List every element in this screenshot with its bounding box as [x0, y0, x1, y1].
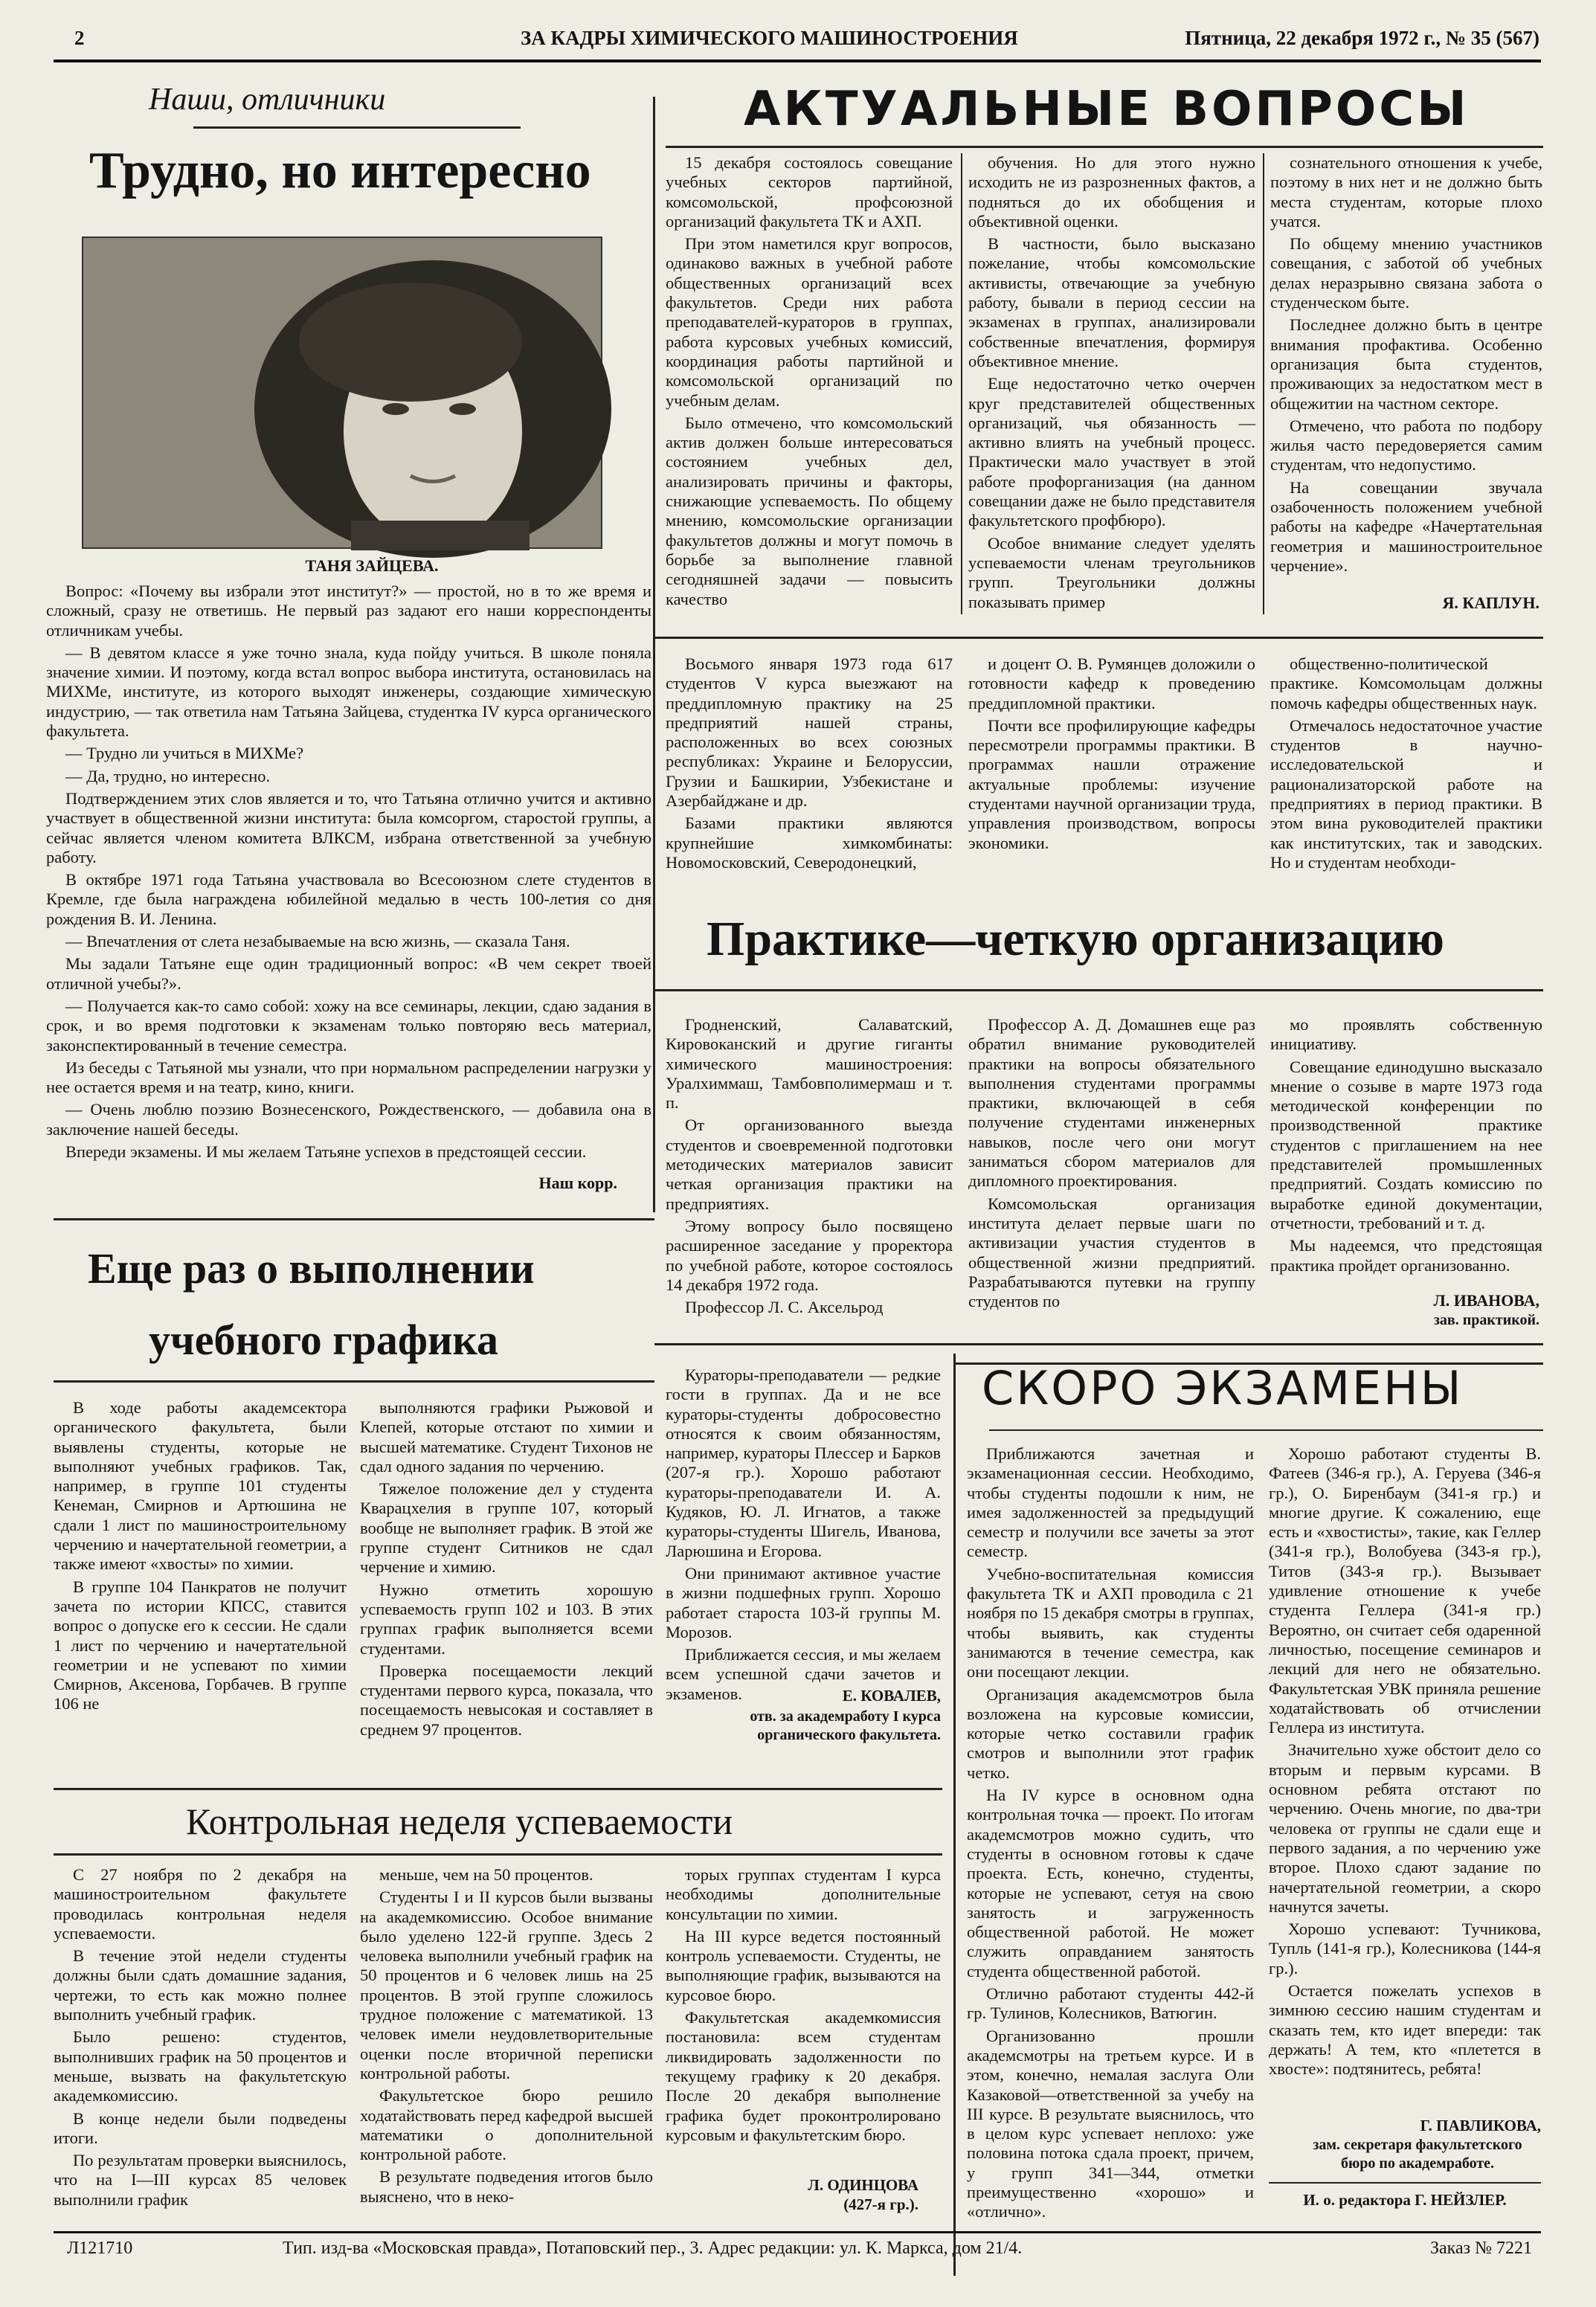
paragraph: Мы задали Татьяне еще один традиционный вопрос: «В чем секрет твоей отличной учебы?». — [46, 954, 651, 993]
paragraph: В конце недели были подведены итоги. — [54, 2108, 347, 2147]
paragraph: Хорошо успевают: Тучникова, Тупль (141-я гр.), Колесникова (144-я гр.). — [1269, 1920, 1541, 1978]
ekzameny-col2 — [1269, 1444, 1541, 2114]
kontrol-col3 — [666, 1865, 941, 2170]
paragraph: По результатам проверки выяснилось, что на I—III курсах 85 человек выполнили график — [54, 2151, 347, 2209]
paragraph: мо проявлять собственную инициативу. — [1270, 1015, 1542, 1054]
paragraph: Организованно прошли академсмотры на третьем курсе. И в этом, конечно, немалая заслуга Оли Казаковой—ответственной за учебу на III курсе. В результате выяснилось, что в целом курс успевает неплохо: уже половина потока сдала проект, причем, у групп 341—344, отметки преимущественно «хорошо» и «отлично». — [967, 2026, 1254, 2221]
paragraph: Значительно хуже обстоит дело со вторым и первым курсами. В основном ребята отстают по черчению. Очень многие, по два-три человека от группы не сдали еще и первого задания, а по черчению уже второе. Плохо сдают задание по начертательной геометрии, а скоро начнутся зачеты. — [1269, 1740, 1541, 1916]
paragraph: Отлично работают студенты 442-й гр. Тулинов, Колесников, Ватюгин. — [967, 1984, 1254, 2023]
article-title: Практике—четкую организацию — [707, 912, 1444, 966]
paragraph: Совещание единодушно высказало мнение о созыве в марте 1973 года методической конференции по производственной практике студентов с приглашением на нее представителей промышленных предприятий. Создать комиссию по выработке единой документации, отчетности, требований и т. д. — [1270, 1057, 1542, 1232]
paragraph: общественно-политической практике. Комсомольцам должны помочь кафедры общественных наук. — [1270, 654, 1542, 712]
paragraph: В ходе работы академсектора органического факультета, были выявлены студенты, которые не выполняют учебных графиков. Так, например, в группе 101 студенты Кенеман, Смирнов и Артюшина не сдали 1 лист по машиностроительному черчению и начертательной геометрии, а также имеют «хвосты» по химии. — [54, 1398, 347, 1574]
editor-rule — [1269, 2182, 1541, 2184]
paragraph: Почти все профилирующие кафедры пересмотрели программы практики. В программах нашли отражение актуальные проблемы: изучение студентами научной организации труда, управления производством, вопросы экономики. — [968, 715, 1255, 852]
praktika-lead-col3 — [1270, 654, 1542, 878]
paragraph: Этому вопросу было посвящено расширенное заседание у проректора по учебной работе, которое состоялось 14 декабря 1972 года. — [666, 1216, 953, 1294]
paragraph: На IV курсе в основном одна контрольная точка — проект. По итогам академсмотров можно судить, что студенты в основном готовы к сдаче проекта. Есть, конечно, студенты, которые не успевают, сетуя на свою занятость и загруженность общественной работой. Не может служить оправданием занятость студента общественной работой. — [967, 1786, 1254, 1981]
article-title: Трудно, но интересно — [89, 142, 591, 199]
paragraph: Последнее должно быть в центре внимания профактива. Особенно организация быта студентов, проживающих за недостатком мест в общежитии на частном секторе. — [1270, 315, 1542, 413]
footer-code: Л121710 — [67, 2239, 133, 2258]
paragraph: Остается пожелать успехов в зимнюю сессию нашим студентам и сказать тем, кто идет впереди: так держать! А тем, кто «плетется в хвосте»: подтянитесь, ребята! — [1269, 1981, 1541, 2079]
paragraph: Проверка посещаемости лекций студентами первого курса, показала, что посещаемость невысокая и составляет в среднем 97 процентов. — [360, 1661, 653, 1739]
grafik-col2 — [360, 1398, 653, 1785]
paragraph: Нужно отметить хорошую успеваемость групп 102 и 103. В этих группах график выполняется всеми студентами. — [360, 1580, 653, 1658]
article-title-line1: Еще раз о выполнении — [88, 1244, 535, 1293]
paragraph: Факультетская академкомиссия постановила: всем студентам ликвидировать задолженности по текущему графику к 20 декабря. После 20 декабря выполнение графика будет проконтролировано курсовым и факультетским бюро. — [666, 2008, 941, 2144]
portrait-photo — [82, 237, 602, 549]
paragraph: В результате подведения итогов было выяснено, что в неко- — [360, 2167, 653, 2206]
footer-print: Тип. изд-ва «Московская правда», Потаповский пер., 3. Адрес редакции: ул. К. Маркса, дом 21/4. — [283, 2239, 1023, 2258]
praktika-col3 — [1270, 1015, 1542, 1298]
portrait-image — [83, 238, 601, 547]
grafik-col1 — [54, 1398, 347, 1785]
paragraph: На III курсе ведется постоянный контроль успеваемости. Студенты, не выполняющие график, вызываются на курсовое бюро. — [666, 1926, 941, 2004]
paragraph: Тяжелое положение дел у студента Кварацхелия в группе 107, который вообще не выполняет график. В этой же группе студент Ситников не сдал черчение и химию. — [360, 1479, 653, 1577]
paragraph: Кураторы-преподаватели — редкие гости в группах. Да и не все кураторы-студенты добросовестно относятся к своим обязанностям, например, кураторы Плессер и Барков (207-я гр.). Хорошо работают кураторы-преподаватели И. А. Кудяков, Ю. Л. Игнатов, а также кураторы-студенты Шигель, Иванова, Ларюшина и Егорова. — [666, 1365, 941, 1560]
paragraph: 15 декабря состоялось совещание учебных секторов партийной, комсомольской, профсоюзной организаций факультета ТК и АХП. — [666, 153, 953, 231]
paragraph: Профессор А. Д. Домашнев еще раз обратил внимание руководителей практики на вопросы обязательного выполнения студентами программы практики, включающей в себя получение студентами инженерных навыков, после чего они могут заниматься сбором материалов для дипломного проектирования. — [968, 1015, 1255, 1191]
article-title-line2: учебного графика — [149, 1316, 498, 1364]
paragraph: — Да, трудно, но интересно. — [65, 766, 271, 785]
zaitseva-text — [46, 582, 651, 1169]
paragraph: Впереди экзамены. И мы желаем Татьяне успехов в предстоящей сессии. — [65, 1142, 587, 1162]
paragraph: Еще недостаточно четко очерчен круг представителей общественных организаций, чья обязанность — активно влиять на учебный процесс. Практически мало участвует в этой работе профорганизация (на данном совещании даже не было представителя факультетского профбюро). — [968, 374, 1255, 530]
signature-role: зам. секретаря факультетского бюро по академработе. — [1313, 2137, 1522, 2172]
paragraph: — Очень люблю поэзию Вознесенского, Рождественского, — добавила она в заключение нашей беседы. — [46, 1100, 651, 1139]
article-title: АКТУАЛЬНЫЕ ВОПРОСЫ — [744, 82, 1470, 137]
page-number: 2 — [74, 27, 85, 49]
paragraph: — В девятом классе я уже точно знала, куда пойду учиться. В школе поняла значение химии. И поэтому, когда встал вопрос выбора института, остановилась на МИХМе, институте, из которого выходят инженеры, создающие химическую индустрию, — так ответила нам Татьяна Зайцева, студентка IV курса органического факультета. — [46, 643, 651, 741]
signature: Л. ОДИНЦОВА — [808, 2176, 918, 2194]
paragraph: По общему мнению участников совещания, с заботой об учебных делах неразрывно связана забота о студенческом быте. — [1270, 234, 1542, 312]
aktualnye-col2 — [968, 153, 1255, 614]
paragraph: Они принимают активное участие в жизни подшефных групп. Хорошо работает староста 103-й группы М. Морозов. — [666, 1563, 941, 1641]
praktika-col1 — [666, 1015, 953, 1335]
signature-role: зав. практикой. — [1433, 1312, 1539, 1328]
paragraph: — Получается как-то само собой: хожу на все семинары, лекции, сдаю задания в срок, и во время подготовки к экзаменам только повторяю весь материал, законспектированный в течение семестра. — [46, 996, 651, 1055]
paragraph: Профессор Л. С. Аксельрод — [685, 1298, 884, 1317]
section-rule — [654, 1343, 1543, 1345]
paragraph: В течение этой недели студенты должны были сдать домашние задания, чертежи, то есть как можно полнее выполнить учебный график. — [54, 1946, 347, 2024]
praktika-lead-col1 — [666, 654, 953, 878]
column-rule — [653, 97, 655, 1212]
column-rule — [953, 1354, 956, 2276]
paragraph: Факультетское бюро решило ходатайствовать перед кафедрой высшей математики о дополнительной контрольной работе. — [360, 2086, 653, 2164]
paragraph: сознательного отношения к учебе, поэтому в них нет и не должно быть места студентам, которые плохо учатся. — [1270, 153, 1542, 231]
paragraph: Подтверждением этих слов является и то, что Татьяна отлично учится и активно участвует в общественной жизни института: была комсоргом, старостой группы, а сейчас является членом комитета ВЛКСМ, избрана ответственной за учебную работу. — [46, 788, 651, 866]
signature-role: (427-я гр.). — [843, 2195, 918, 2213]
paragraph: Студенты I и II курсов были вызваны на академкомиссию. Особое внимание было уделено 122-й группе. Здесь 2 человека выполнили учебный график на 50 процентов и 6 человек лишь на 25 процентов. В этой группе сложилось трудное положение с математикой. 13 человек имели неудовлетворительные оценки после вторичной переписки контрольной работы. — [360, 1888, 653, 2082]
issue-date: Пятница, 22 декабря 1972 г., № 35 (567) — [1185, 27, 1539, 49]
title-rule — [654, 989, 1543, 991]
editor: И. о. редактора Г. НЕЙЗЛЕР. — [1303, 2191, 1507, 2209]
signature: Л. ИВАНОВА, — [1433, 1291, 1539, 1310]
paragraph: Хорошо работают студенты В. Фатеев (346-я гр.), А. Геруева (346-я гр.), О. Биренбаум (341-я гр.) и многие другие. К сожалению, еще есть и «хвостисты», такие, как Геллер (341-я гр.), Волобуева (343-я гр.), Титов (343-я гр.). Вызывает удивление отношение к учебе студента Геллера (341-я гр.) Вероятно, он считает себя одаренной личностью, посещение семинаров и лекций для него не обязательно. Факультетская УВК приняла решение ходатайствовать об отчислении Геллера из института. — [1269, 1444, 1541, 1737]
paragraph: Комсомольская организация института делает первые шаги по активизации участия студентов в общественной жизни предприятий. Разрабатываются путевки на группу студентов по — [968, 1194, 1255, 1311]
paragraph: обучения. Но для этого нужно исходить не из разрозненных фактов, а подняться до их обобщения и объективной оценки. — [968, 153, 1255, 231]
column-rule — [961, 153, 962, 614]
paragraph: В октябре 1971 года Татьяна участвовала во Всесоюзном слете студентов в Кремле, где была награждена юбилейной медалью в честь 100-летия со дня рождения В. И. Ленина. — [46, 870, 651, 928]
paragraph: С 27 ноября по 2 декабря на машиностроительном факультете проводилась контрольная неделя успеваемости. — [54, 1865, 347, 1943]
paragraph: выполняются графики Рыжовой и Клепей, которые отстают по химии и высшей математике. Студент Тихонов не сдал одного задания по черчению. — [360, 1398, 653, 1476]
paragraph: Из беседы с Татьяной мы узнали, что при нормальном распределении нагрузки у нее остается время и на театр, кино, книги. — [46, 1058, 651, 1097]
praktika-lead-col2 — [968, 654, 1255, 878]
rubric-underline — [193, 126, 521, 129]
paragraph: На совещании звучала озабоченность положением учебной работы на кафедре «Начертательная геометрия и машиностроительное черчение». — [1270, 477, 1542, 575]
paragraph: Гродненский, Салаватский, Кировоканский и другие гиганты химического машиностроения: Уралхиммаш, Тамбовполимермаш и т. п. — [666, 1015, 953, 1113]
title-rule — [666, 146, 1543, 148]
kontrol-col2 — [360, 1865, 653, 2222]
section-rule — [654, 637, 1543, 639]
paragraph: Отмечено, что работа по подбору жилья часто передоверяется самим студентам, что недопустимо. — [1270, 416, 1542, 474]
article-title: СКОРО ЭКЗАМЕНЫ — [982, 1361, 1464, 1415]
paragraph: Приближается сессия, и мы желаем всем успешной сдачи зачетов и экзаменов. — [666, 1645, 941, 1703]
paragraph: — Впечатления от слета незабываемые на всю жизнь, — сказала Таня. — [65, 932, 570, 951]
signature: Я. КАПЛУН. — [1442, 593, 1539, 612]
paragraph: Особое внимание следует уделять успеваемости членам треугольников групп. Треугольники должны показывать пример — [968, 533, 1255, 611]
aktualnye-col1 — [666, 153, 953, 614]
paragraph: торых группах студентам I курса необходимы дополнительные консультации по химии. — [666, 1865, 941, 1923]
paragraph: Вопрос: «Почему вы избрали этот институт?» — простой, но в то же время и сложный, сразу не ответишь. Не первый раз задают его наши корреспонденты отличникам учебы. — [46, 582, 651, 640]
signature: Г. ПАВЛИКОВА, — [1420, 2117, 1541, 2134]
section-rule — [54, 1218, 654, 1220]
title-rule — [54, 1853, 942, 1856]
rubric: Наши, отличники — [149, 83, 386, 117]
article-title: Контрольная неделя успеваемости — [186, 1801, 733, 1842]
kontrol-col1 — [54, 1865, 347, 2222]
header-rule — [54, 59, 1541, 62]
paragraph: Восьмого января 1973 года 617 студентов V курса выезжают на преддипломную практику на 25 предприятий нашей страны, расположенных во всех союзных республиках: Украине и Белоруссии, Грузии и Башкирии, Узбекистане и Азербайджане и др. — [666, 654, 953, 811]
ekzameny-col1 — [967, 1444, 1254, 2221]
paragraph: — Трудно ли учиться в МИХМе? — [65, 744, 304, 763]
column-rule — [1263, 153, 1264, 614]
footer-rule — [54, 2231, 1541, 2233]
paragraph: От организованного выезда студентов и своевременной подготовки методических материалов зависит четкая организация практики на предприятиях. — [666, 1116, 953, 1213]
paragraph: В частности, было высказано пожелание, чтобы комсомольские активисты, отвечающие за учебную работу, бывали в период сессии на экзаменах в группах, анализировали собственные впечатления, формируя объективное мнение. — [968, 234, 1255, 370]
paragraph: Организация академсмотров была возложена на курсовые комиссии, которые четко составили график смотров и выполнили этот график четко. — [967, 1685, 1254, 1782]
paragraph: Приближаются зачетная и экзаменационная сессии. Необходимо, чтобы студенты подошли к ним, не имея задолженностей за предыдущий семестр и получили все зачеты за этот семестр. — [967, 1444, 1254, 1561]
title-rule — [54, 1380, 654, 1383]
aktualnye-col3 — [1270, 153, 1542, 575]
photo-caption: ТАНЯ ЗАЙЦЕВА. — [305, 556, 439, 575]
signature: Наш корр. — [538, 1174, 617, 1192]
footer-order: Заказ № 7221 — [1429, 2239, 1532, 2258]
paragraph: меньше, чем на 50 процентов. — [379, 1865, 593, 1884]
paragraph: Отмечалось недостаточное участие студентов в научно-исследовательской и рационализаторской работе на предприятиях в период практики. В этом вина руководителей практики как институтских, так и заводских. Но и студентам необходи- — [1270, 715, 1542, 872]
signature: Е. КОВАЛЕВ, — [842, 1687, 941, 1705]
praktika-col2 — [968, 1015, 1255, 1335]
paragraph: и доцент О. В. Румянцев доложили о готовности кафедр к проведению преддипломной практики. — [968, 654, 1255, 712]
title-rule — [989, 1429, 1543, 1431]
paragraph: Было решено: студентов, выполнивших график на 50 процентов и меньше, вызвать на факультетскую академкомиссию. — [54, 2027, 347, 2105]
newspaper-title: ЗА КАДРЫ ХИМИЧЕСКОГО МАШИНОСТРОЕНИЯ — [521, 27, 1018, 49]
paragraph: Учебно-воспитательная комиссия факультета ТК и АХП проводила с 21 ноября по 15 декабря смотры в группах, чтобы выявить, как студенты занимаются в течение семестра, как они посещают лекции. — [967, 1564, 1254, 1682]
paragraph: Было отмечено, что комсомольский актив должен больше интересоваться состоянием учебных дел, анализировать причины и факторы, снижающие успеваемость. По общему мнению, комсомольские организации факультетов должны и могут помочь в борьбе за выполнение главной сегодняшней задачи — повысить качество — [666, 413, 953, 608]
section-rule — [54, 1788, 942, 1790]
paragraph: При этом наметился круг вопросов, одинаково важных в учебной работе общественных организаций всех факультетов. Среди них работа преподавателей-кураторов в группах, работа курсовых учебных комиссий, координация работы партийной и комсомольской организаций по учебным делам. — [666, 234, 953, 410]
paragraph: В группе 104 Панкратов не получит зачета по истории КПСС, ставится вопрос о допуске его к сессии. Не сдали 1 лист по черчению и начертательной геометрии и не успевают по химии Смирнов, Аксенова, Горбачев. В группе 106 не — [54, 1577, 347, 1714]
paragraph: Мы надеемся, что предстоящая практика пройдет организованно. — [1270, 1236, 1542, 1275]
signature-role: отв. за академработу I курса органического факультета. — [750, 1708, 941, 1743]
paragraph: Базами практики являются крупнейшие химкомбинаты: Новомосковский, Северодонецкий, — [666, 814, 953, 872]
